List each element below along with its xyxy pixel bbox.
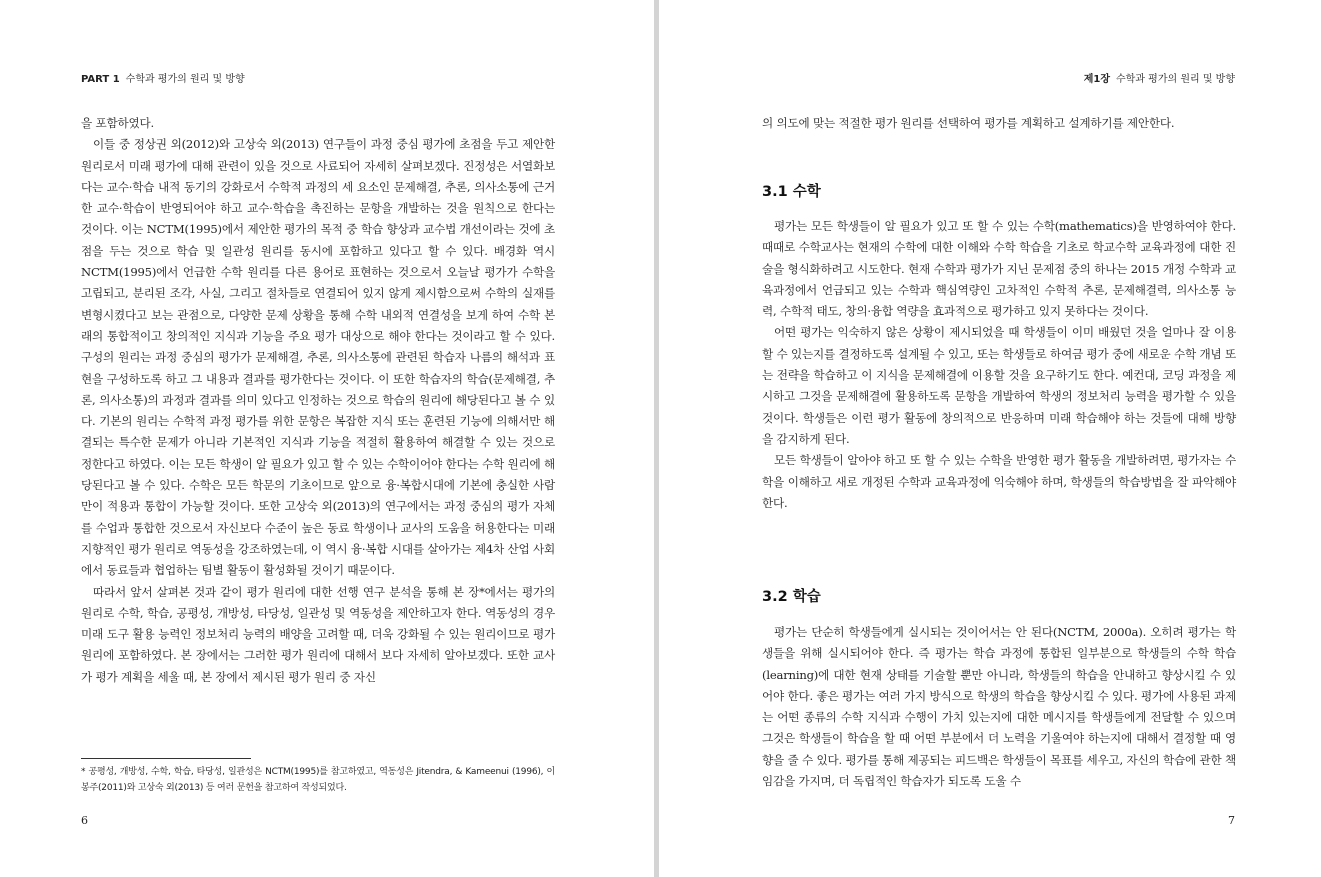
page-number-right: 7 — [1228, 814, 1235, 827]
body-paragraph: 평가는 모든 학생들이 알 필요가 있고 또 할 수 있는 수학(mathematics)을 반영하여야 한다. 때때로 수학교사는 현재의 수학에 대한 이해와 수학 학습을 기초로 학교수학 교육과정에 대한 진술을 형식화하려고 시도한다. 현재 수학과 평가가 지닌 문제점 중의 하나는 2015 개정 수학과 교육과정에서 언급되고 있는 수학과 핵심역량인 고차적인 수학적 추론, 문제해결력, 의사소통 능력, 수학적 태도, 창의·융합 역량을 효과적으로 평가하고 있지 못하다는 것이다. — [762, 219, 1236, 319]
section-heading-learning: 3.2 학습 — [762, 589, 821, 605]
body-paragraph: 평가는 단순히 학생들에게 실시되는 것이어서는 안 된다(NCTM, 2000a). 오히려 평가는 학생들을 위해 실시되어야 한다. 즉 평가는 학습 과정에 통합된 일부분으로 학생들의 수학 학습(learning)에 대한 현재 상태를 기술할 뿐만 아니라, 학생들의 학습을 안내하고 향상시킬 수 있어야 한다. 좋은 평가는 여러 가지 방식으로 학생의 학습을 향상시킬 수 있다. 평가에 사용된 과제는 어떤 종류의 수학 지식과 수행이 가치 있는지에 대한 메시지를 학생들에게 전달할 수 있으며 그것은 학생들이 학습을 할 때 어떤 부분에서 더 노력을 기울여야 하는지에 대해서 결정할 때 영향을 줄 수 있다. 평가를 통해 제공되는 피드백은 학생들이 목표를 세우고, 자신의 학습에 관한 책임감을 가지며, 더 독립적인 학습자가 되도록 도울 수 — [762, 625, 1236, 789]
body-paragraph: 따라서 앞서 살펴본 것과 같이 평가 원리에 대한 선행 연구 분석을 통해 본 장*에서는 평가의 원리로 수학, 학습, 공평성, 개방성, 타당성, 일관성 및 역동성을 제안하고자 한다. 역동성의 경우 미래 도구 활용 능력인 정보처리 능력의 배양을 고려할 때, 더욱 강화될 수 있는 원리이므로 평가 원리에 포함하였다. 본 장에서는 그러한 평가 원리에 대해서 보다 자세히 알아보겠다. 또한 교사가 평가 계획을 세울 때, 본 장에서 제시된 평가 원리 중 자신 — [81, 584, 555, 684]
body-paragraph: 어떤 평가는 익숙하지 않은 상황이 제시되었을 때 학생들이 이미 배웠던 것을 얼마나 잘 이용할 수 있는지를 결정하도록 설계될 수 있고, 또는 학생들로 하여금 평가 중에 새로운 수학 개념 또는 전략을 학습하고 이 지식을 문제해결에 이용할 것을 요구하기도 한다. 예컨대, 코딩 과정을 제시하고 그것을 문제해결에 활용하도록 문항을 개발하여 학생의 정보처리 능력을 평가할 수 있을 것이다. 학생들은 이런 평가 활동에 창의적으로 반응하며 미래 학습해야 하는 것들에 대해 방향을 감지하게 된다. — [762, 325, 1236, 446]
body-paragraph: 의 의도에 맞는 적절한 평가 원리를 선택하여 평가를 계획하고 설계하기를 제안한다. — [762, 116, 1175, 130]
body-paragraph: 모든 학생들이 알아야 하고 또 할 수 있는 수학을 반영한 평가 활동을 개발하려면, 평가자는 수학을 이해하고 새로 개정된 수학과 교육과정에 익숙해야 하며, 학생들의 학습방법을 잘 파악해야 한다. — [762, 453, 1236, 510]
page-number-left: 6 — [81, 814, 88, 827]
chapter-title: 수학과 평가의 원리 및 방향 — [1116, 74, 1235, 85]
section-body-learning — [762, 622, 1236, 792]
footnote: * 공평성, 개방성, 수학, 학습, 타당성, 일관성은 NCTM(1995)를 참고하였고, 역동성은 Jitendra, & Kameenui (1996), 이봉주(2011)와 고상숙 외(2013) 등 여러 문헌을 참고하여 작성되었다. — [81, 767, 555, 793]
left-running-head — [81, 70, 245, 85]
section-heading-math: 3.1 수학 — [762, 184, 821, 200]
part-title: 수학과 평가의 원리 및 방향 — [125, 74, 245, 85]
section-body-math — [762, 216, 1236, 514]
right-running-head — [1084, 70, 1235, 85]
body-paragraph: 을 포함하였다. — [81, 116, 154, 130]
left-page — [0, 0, 654, 877]
footnote-divider — [81, 758, 251, 759]
right-page — [659, 0, 1321, 877]
lead-paragraph-block — [762, 113, 1236, 134]
part-label: PART 1 — [81, 74, 120, 85]
left-body-text — [81, 113, 555, 688]
body-paragraph: 이들 중 정상권 외(2012)와 고상숙 외(2013) 연구들이 과정 중심 평가에 초점을 두고 제안한 원리로서 미래 평가에 대해 관련이 있을 것으로 사료되어 자세히 살펴보겠다. 진정성은 서열화보다는 교수·학습 내적 동기의 강화로서 수학적 과정의 세 요소인 문제해결, 추론, 의사소통에 근거한 교수·학습이 반영되어야 하고 교수·학습을 촉진하는 문항을 개발하는 것을 원칙으로 한다는 것이다. 이는 NCTM(1995)에서 제안한 평가의 목적 중 학습 향상과 교수법 개선이라는 것에 초점을 두는 것으로 학습 및 일관성 원리를 동시에 포함하고 있다고 할 수 있다. 배경화 역시 NCTM(1995)에서 언급한 수학 원리를 다른 용어로 표현하는 것으로서 오늘날 평가가 수학을 고립되고, 분리된 조각, 사실, 그리고 절차들로 연결되어 있지 않게 제시함으로써 수학의 실재를 변형시켰다고 보는 관점으로, 다양한 문제 상황을 통해 수학 내외적 연결성을 보게 하여 수학 본래의 통합적이고 창의적인 지식과 기능을 주요 평가 대상으로 해야 한다는 것이라고 할 수 있다. 구성의 원리는 과정 중심의 평가가 문제해결, 추론, 의사소통에 관련된 학습자 나름의 해석과 표현을 구성하도록 하고 그 내용과 결과를 평가한다는 것이다. 이 또한 학습자의 학습(문제해결, 추론, 의사소통)의 과정과 결과를 의미 있다고 인정하는 것으로 학습의 원리에 해당된다고 볼 수 있다. 기본의 원리는 수학적 과정 평가를 위한 문항은 복잡한 지식 또는 훈련된 기능에 의해서만 해결되는 특수한 문제가 아니라 기본적인 지식과 기능을 적절히 활용하여 해결할 수 있는 것으로 정한다고 하였다. 이는 모든 학생이 알 필요가 있고 할 수 있는 수학이어야 한다는 수학 원리에 해당된다고 볼 수 있다. 수학은 모든 학문의 기초이므로 앞으로 융·복합시대에 기본에 충실한 사람만이 적용과 통합이 가능할 것이다. 또한 고상숙 외(2013)의 연구에서는 과정 중심의 평가 자체를 수업과 통합한 것으로서 자신보다 수준이 높은 동료 학생이나 교사의 도움을 허용한다는 미래 지향적인 평가 원리로 역동성을 강조하였는데, 이 역시 융·복합 시대를 살아가는 제4차 산업 사회에서 동료들과 협업하는 팀별 활동이 활성화될 것이기 때문이다. — [81, 137, 555, 578]
chapter-label: 제1장 — [1083, 74, 1111, 85]
